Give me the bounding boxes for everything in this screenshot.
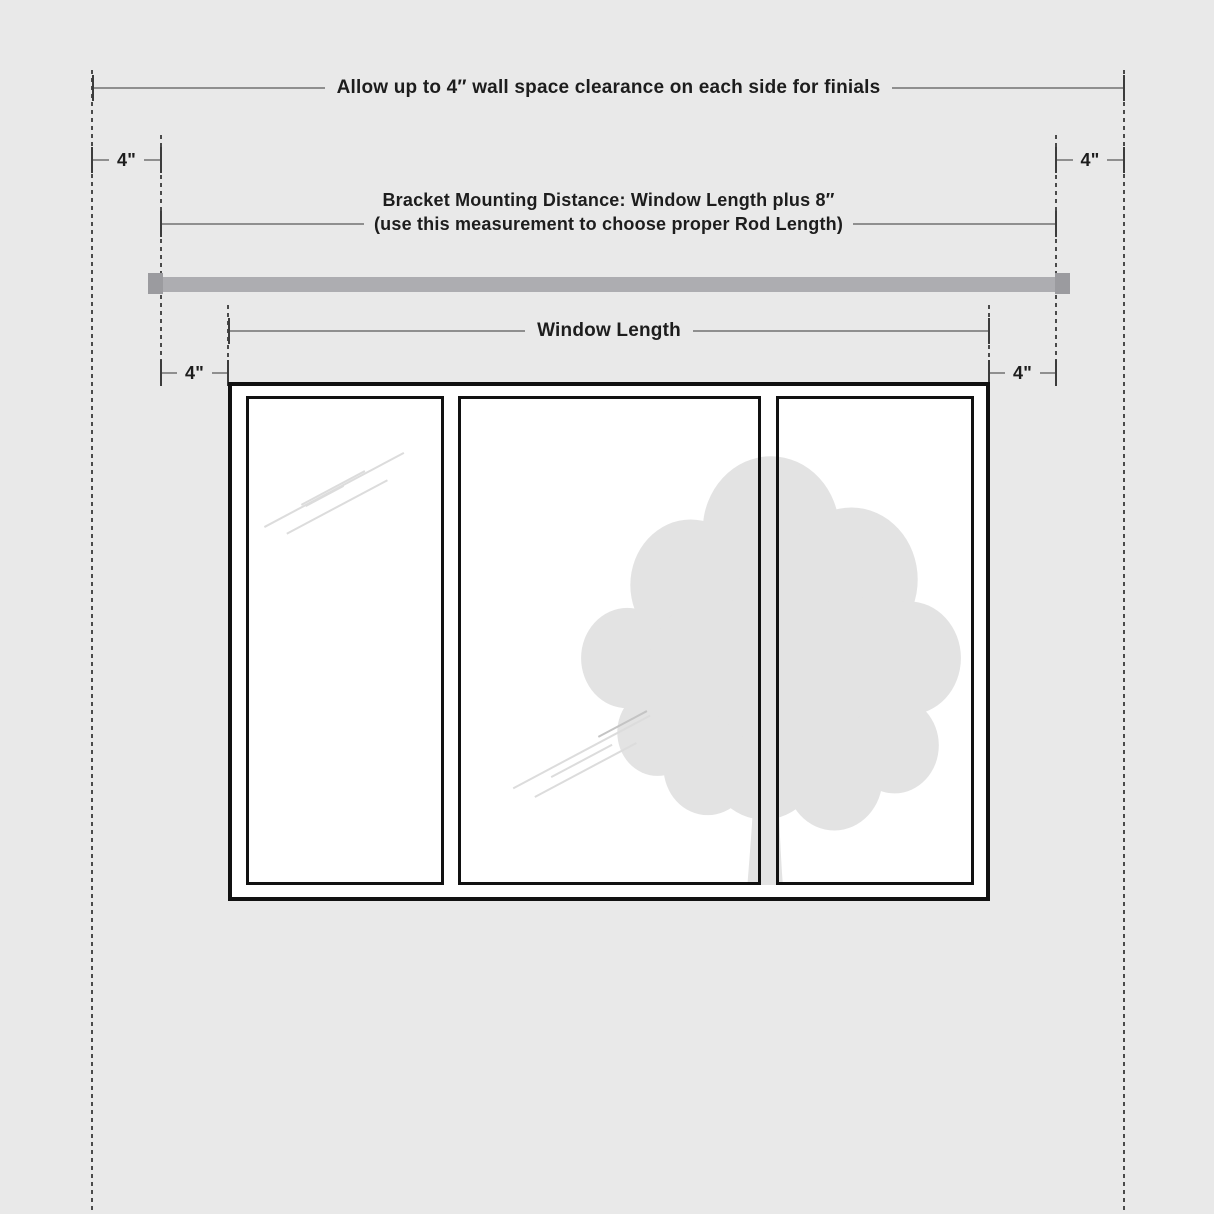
dimension-tick <box>160 147 162 173</box>
wall-clearance-label: Allow up to 4″ wall space clearance on each side for finials <box>336 77 881 98</box>
dimension-tick <box>1123 75 1125 101</box>
rod-bracket-left <box>148 273 163 294</box>
bracket-mounting-note-line2: (use this measurement to choose proper Rod Length) <box>373 214 844 234</box>
wall-clearance-dimension <box>92 75 1125 101</box>
dimension-leader-line <box>892 87 1123 89</box>
dimension-tick <box>1123 147 1125 173</box>
right-overhang-dimension <box>988 360 1057 386</box>
window-frame <box>228 382 990 901</box>
dimension-leader-line <box>162 372 177 374</box>
right-wall-guide-line <box>1123 70 1125 1210</box>
four-inch-label: 4" <box>185 362 204 383</box>
dimension-leader-line <box>1107 159 1123 161</box>
curtain-rod <box>150 277 1068 292</box>
bracket-mounting-note-line1: Bracket Mounting Distance: Window Length plus 8″ <box>382 190 835 210</box>
dimension-leader-line <box>1057 159 1073 161</box>
left-finial-clearance-dimension <box>91 147 162 173</box>
dimension-leader-line <box>93 159 109 161</box>
rod-bracket-right <box>1055 273 1070 294</box>
window-pane-right <box>776 396 974 885</box>
window-length-dimension <box>228 318 990 344</box>
four-inch-label: 4" <box>1080 149 1100 170</box>
right-finial-clearance-dimension <box>1055 147 1125 173</box>
four-inch-label: 4" <box>1013 362 1032 383</box>
bracket-mounting-dimension <box>160 176 1057 236</box>
dimension-leader-line <box>853 223 1055 225</box>
left-wall-guide-line <box>91 70 93 1210</box>
left-overhang-dimension <box>160 360 229 386</box>
dimension-leader-line <box>230 330 525 332</box>
dimension-leader-line <box>990 372 1005 374</box>
dimension-leader-line <box>144 159 160 161</box>
dimension-leader-line <box>1040 372 1055 374</box>
four-inch-label: 4" <box>117 149 136 170</box>
dimension-leader-line <box>94 87 325 89</box>
dimension-tick <box>988 318 990 344</box>
bracket-mounting-note <box>364 188 853 236</box>
window-length-label: Window Length <box>537 320 681 341</box>
dimension-leader-line <box>162 223 364 225</box>
dimension-tick <box>1055 360 1057 386</box>
window-pane-left <box>246 396 444 885</box>
dimension-leader-line <box>212 372 227 374</box>
window-pane-center <box>458 396 761 885</box>
dimension-leader-line <box>693 330 988 332</box>
dimension-tick <box>1055 211 1057 237</box>
